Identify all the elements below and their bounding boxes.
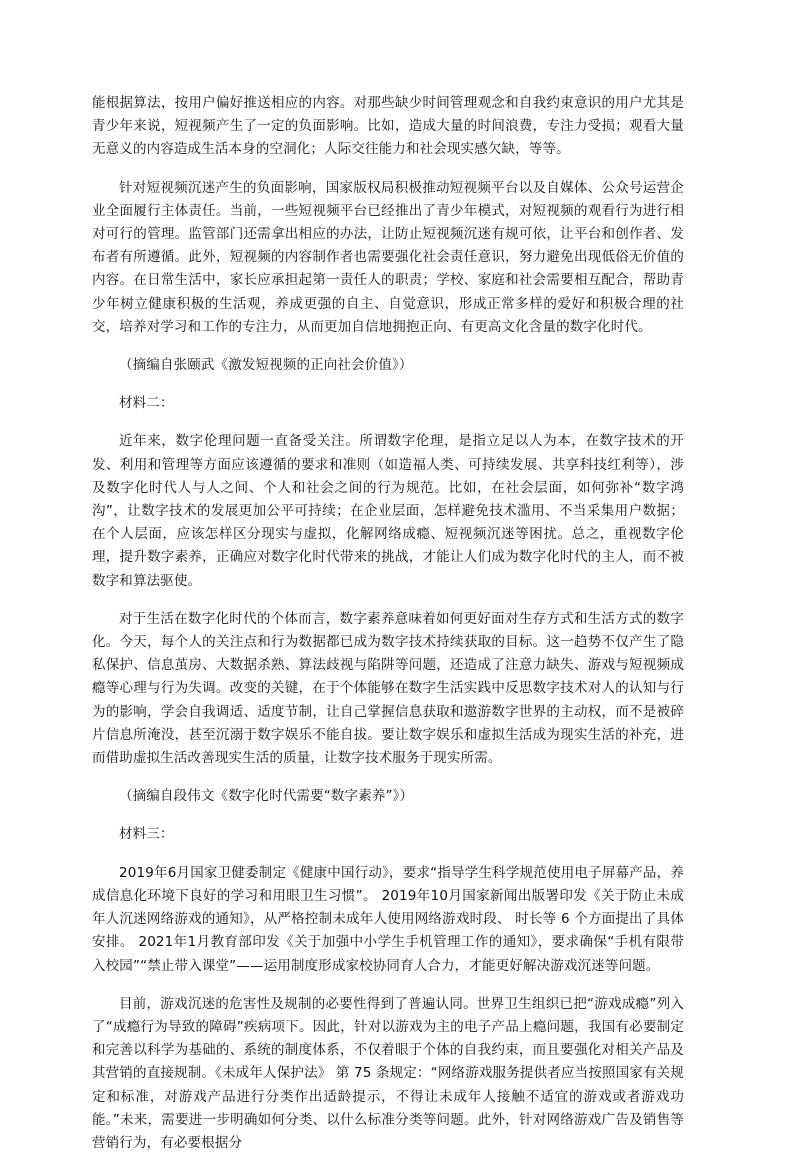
source-citation-1: （摘编自张颐武《激发短视频的正向社会价值》）: [119, 357, 413, 374]
paragraph-continued: 能根据算法，按用户偏好推送相应的内容。对那些缺少时间管理观念和自我约束意识的用户尤其是青少年来说，短视频产生了一定的负面影响。比如，造成大量的时间浪费，专注力受损；观看大量无意义的内容造成生活本身的空洞化；人际交往能力和社会现实感欠缺，等等。: [92, 95, 684, 158]
paragraph-game-addiction: 目前，游戏沉迷的危害性及规制的必要性得到了普遍认同。世界卫生组织已把“游戏成瘾”列入了“成瘾行为导致的障碍”疾病项下。因此，针对以游戏为主的电子产品上瘾问题，我国有必要制定和完善以科学为基础的、系统的制度体系，不仅着眼于个体的自我约束，而且要强化对相关产品及其营销的直接规制。《未成年人保护法》 第 75 条规定：“网络游戏服务提供者应当按照国家有关规定和标准，对游戏产品进行分类作出适龄提示，不得让未成年人接触不适宜的游戏或者游戏功能。”未来，需要进一步明确如何分类、以什么标准分类等问题。此外，针对网络游戏广告及销售等营销行为，有必要根据分: [92, 995, 684, 1151]
paragraph-digital-ethics: 近年来，数字伦理问题一直备受关注。所谓数字伦理，是指立足以人为本，在数字技术的开发、利用和管理等方面应该遵循的要求和准则（如造福人类、可持续发展、共享科技红利等），涉及数字化时代人与人之间、个人和社会之间的行为规范。比如，在社会层面，如何弥补“数字鸿沟”，让数字技术的发展更加公平可持续；在企业层面，怎样避免技术滥用、不当采集用户数据；在个人层面，应该怎样区分现实与虚拟，化解网络成瘾、短视频沉迷等困扰。总之，重视数字伦理，提升数字素养，正确应对数字化时代带来的挑战，才能让人们成为数字化时代的主人，而不被数字和算法驱使。: [92, 433, 684, 589]
material-2-heading: 材料二：: [119, 395, 174, 412]
material-3-heading: 材料三：: [119, 826, 174, 843]
paragraph-short-video-regulation: 针对短视频沉迷产生的负面影响，国家版权局积极推动短视频平台以及自媒体、公众号运营企业全面履行主体责任。当前，一些短视频平台已经推出了青少年模式，对短视频的观看行为进行相对可行的管理。监管部门还需拿出相应的办法，让防止短视频沉迷有规可依，让平台和创作者、发布者有所遵循。此外，短视频的内容制作者也需要强化社会责任意识，努力避免出现低俗无价值的内容。在日常生活中，家长应承担起第一责任人的职责；学校、家庭和社会需要相互配合，帮助青少年树立健康积极的生活观，养成更强的自主、自觉意识，形成正常多样的爱好和积极合理的社交，培养对学习和工作的专注力，从而更加自信地拥抱正向、有更高文化含量的数字化时代。: [92, 179, 684, 335]
source-citation-2: （摘编自段伟文《数字化时代需要“数字素养”》）: [119, 788, 414, 805]
paragraph-digital-literacy: 对于生活在数字化时代的个体而言，数字素养意味着如何更好面对生存方式和生活方式的数字化。今天，每个人的关注点和行为数据都已成为数字技术持续获取的目标。这一趋势不仅产生了隐私保护、信息茧房、大数据杀熟、算法歧视与陷阱等问题，还造成了注意力缺失、游戏与短视频成瘾等心理与行为失调。改变的关键，在于个体能够在数字生活实践中反思数字技术对人的认知与行为的影响，学会自我调适、适度节制，让自己掌握信息获取和遨游数字世界的主动权，而不是被碎片信息所淹没，甚至沉溺于数字娱乐不能自拔。要让数字娱乐和虚拟生活成为现实生活的补充，进而借助虚拟生活改善现实生活的质量，让数字技术服务于现实所需。: [92, 610, 684, 767]
document-page: [92, 92, 684, 1170]
paragraph-policy-timeline: 2019年6月国家卫健委制定《健康中国行动》，要求“指导学生科学规范使用电子屏幕产品，养成信息化环境下良好的学习和用眼卫生习惯”。 2019年10月国家新闻出版署印发《关于防止未成年人沉迷网络游戏的通知》，从严格控制未成年人使用网络游戏时段、 时长等 6 个方面提出了具体安排。 2021年1月教育部印发《关于加强中小学生手机管理工作的通知》，要求确保“手机有限带入校园”“禁止带入课堂”——运用制度形成家校协同育人合力，才能更好解决游戏沉迷等问题。: [92, 864, 684, 974]
